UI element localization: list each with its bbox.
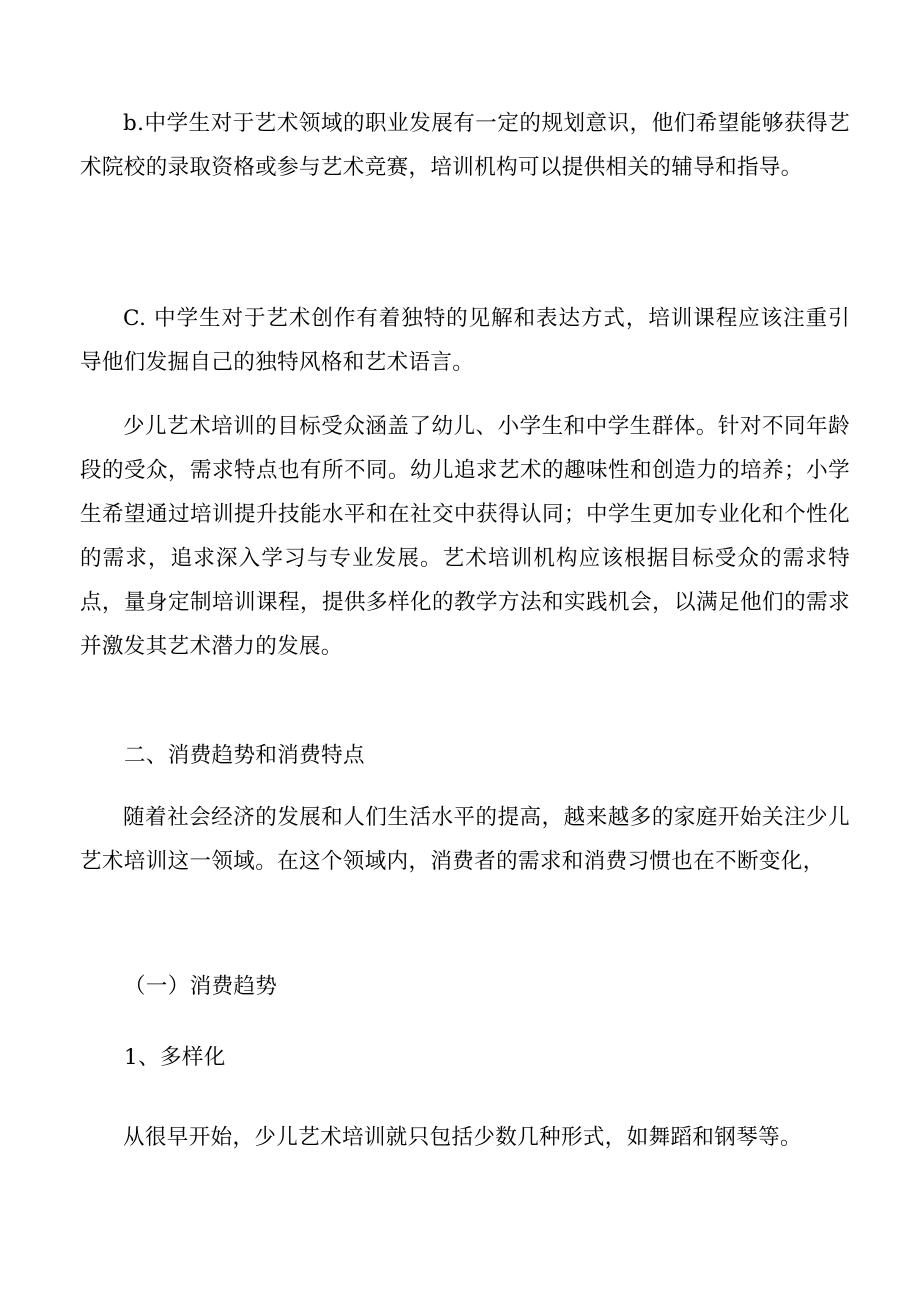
paragraph-diversity: 从很早开始，少儿艺术培训就只包括少数几种形式，如舞蹈和钢琴等。 xyxy=(123,1125,802,1150)
subsection-heading-trends: （一）消费趋势 xyxy=(124,974,278,999)
paragraph-c: C. 中学生对于艺术创作有着独特的见解和表达方式，培训课程应该注重引导他们发掘自己的独特风格和艺术语言。 xyxy=(80,306,850,375)
item-heading-diversity: 1、多样化 xyxy=(124,1045,226,1070)
paragraph-intro: 随着社会经济的发展和人们生活水平的提高，越来越多的家庭开始关注少儿艺术培训这一领域。在这个领域内，消费者的需求和消费习惯也在不断变化， xyxy=(80,805,850,874)
paragraph-summary: 少儿艺术培训的目标受众涵盖了幼儿、小学生和中学生群体。针对不同年龄段的受众，需求特点也有所不同。幼儿追求艺术的趣味性和创造力的培养；小学生希望通过培训提升技能水平和在社交中获得认同；中学生更加专业化和个性化的需求，追求深入学习与专业发展。艺术培训机构应该根据目标受众的需求特点，量身定制培训课程，提供多样化的教学方法和实践机会，以满足他们的需求并激发其艺术潜力的发展。 xyxy=(80,414,850,659)
section-heading-consumption-trends: 二、消费趋势和消费特点 xyxy=(124,743,365,768)
paragraph-b: b.中学生对于艺术领域的职业发展有一定的规划意识，他们希望能够获得艺术院校的录取资格或参与艺术竞赛，培训机构可以提供相关的辅导和指导。 xyxy=(80,111,850,180)
